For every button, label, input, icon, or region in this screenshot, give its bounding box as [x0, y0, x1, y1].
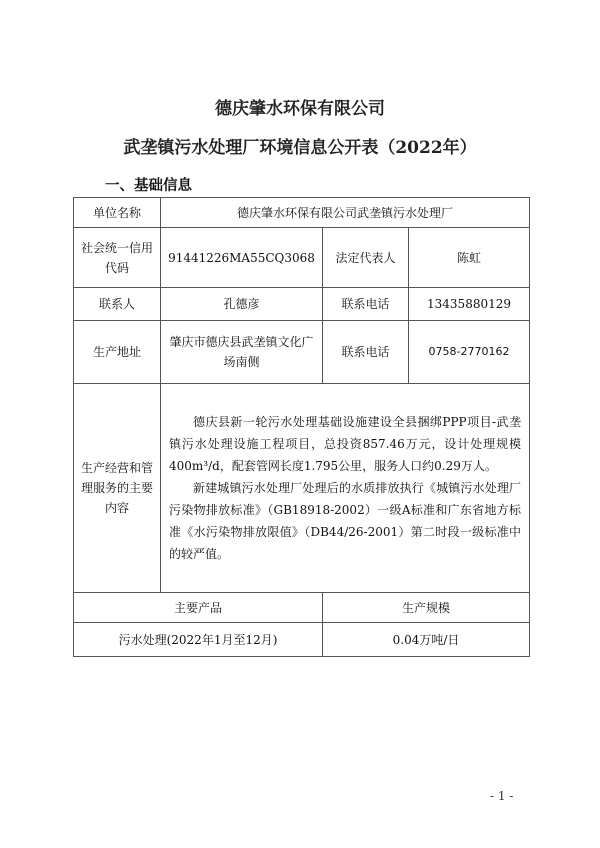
phone-label: 联系电话 — [323, 288, 409, 321]
phone2-value: 0758-2770162 — [409, 321, 530, 384]
table-row — [74, 623, 530, 657]
table-row — [74, 321, 530, 384]
company-title: 德庆肇水环保有限公司 — [215, 99, 385, 119]
table-row — [74, 384, 530, 593]
business-paragraph-2: 新建城镇污水处理厂处理后的水质排放执行《城镇污水处理厂污染物排放标准》（GB18918-2002）一级A标准和广东省地方标准《水污染物排放限值》（DB44/26-2001）第二时段一级标准中的较严值。 — [169, 481, 522, 561]
unit-name-value: 德庆肇水环保有限公司武垄镇污水处理厂 — [161, 198, 530, 228]
section-heading: 一、基础信息 — [105, 178, 192, 194]
address-label: 生产地址 — [74, 321, 161, 384]
credit-code-label: 社会统一信用代码 — [74, 228, 161, 288]
table-row — [74, 228, 530, 288]
document-title: 武垄镇污水处理厂环境信息公开表（2022年） — [123, 138, 477, 158]
legal-rep-value: 陈虹 — [409, 228, 530, 288]
product-header: 主要产品 — [74, 593, 323, 623]
table-row — [74, 288, 530, 321]
table-row — [74, 198, 530, 228]
phone-value: 13435880129 — [409, 288, 530, 321]
business-paragraph-1: 德庆县新一轮污水处理基础设施建设全县捆绑PPP项目-武垄镇污水处理设施工程项目，总投资857.46万元，设计处理规模400m³/d，配套管网长度1.795公里，服务人口约0.29万人。 — [169, 415, 522, 473]
legal-rep-label: 法定代表人 — [323, 228, 409, 288]
table-row — [74, 593, 530, 623]
contact-label: 联系人 — [74, 288, 161, 321]
unit-name-label: 单位名称 — [74, 198, 161, 228]
business-description — [161, 384, 530, 593]
credit-code-value: 91441226MA55CQ3068 — [161, 228, 323, 288]
page-number: - 1 - — [490, 789, 514, 803]
business-label: 生产经营和管理服务的主要内容 — [74, 384, 161, 593]
contact-value: 孔德彦 — [161, 288, 323, 321]
scale-value: 0.04万吨/日 — [323, 623, 530, 657]
scale-header: 生产规模 — [323, 593, 530, 623]
basic-info-table — [73, 197, 530, 657]
product-value: 污水处理(2022年1月至12月) — [74, 623, 323, 657]
address-value: 肇庆市德庆县武垄镇文化广场南侧 — [161, 321, 323, 384]
phone2-label: 联系电话 — [323, 321, 409, 384]
